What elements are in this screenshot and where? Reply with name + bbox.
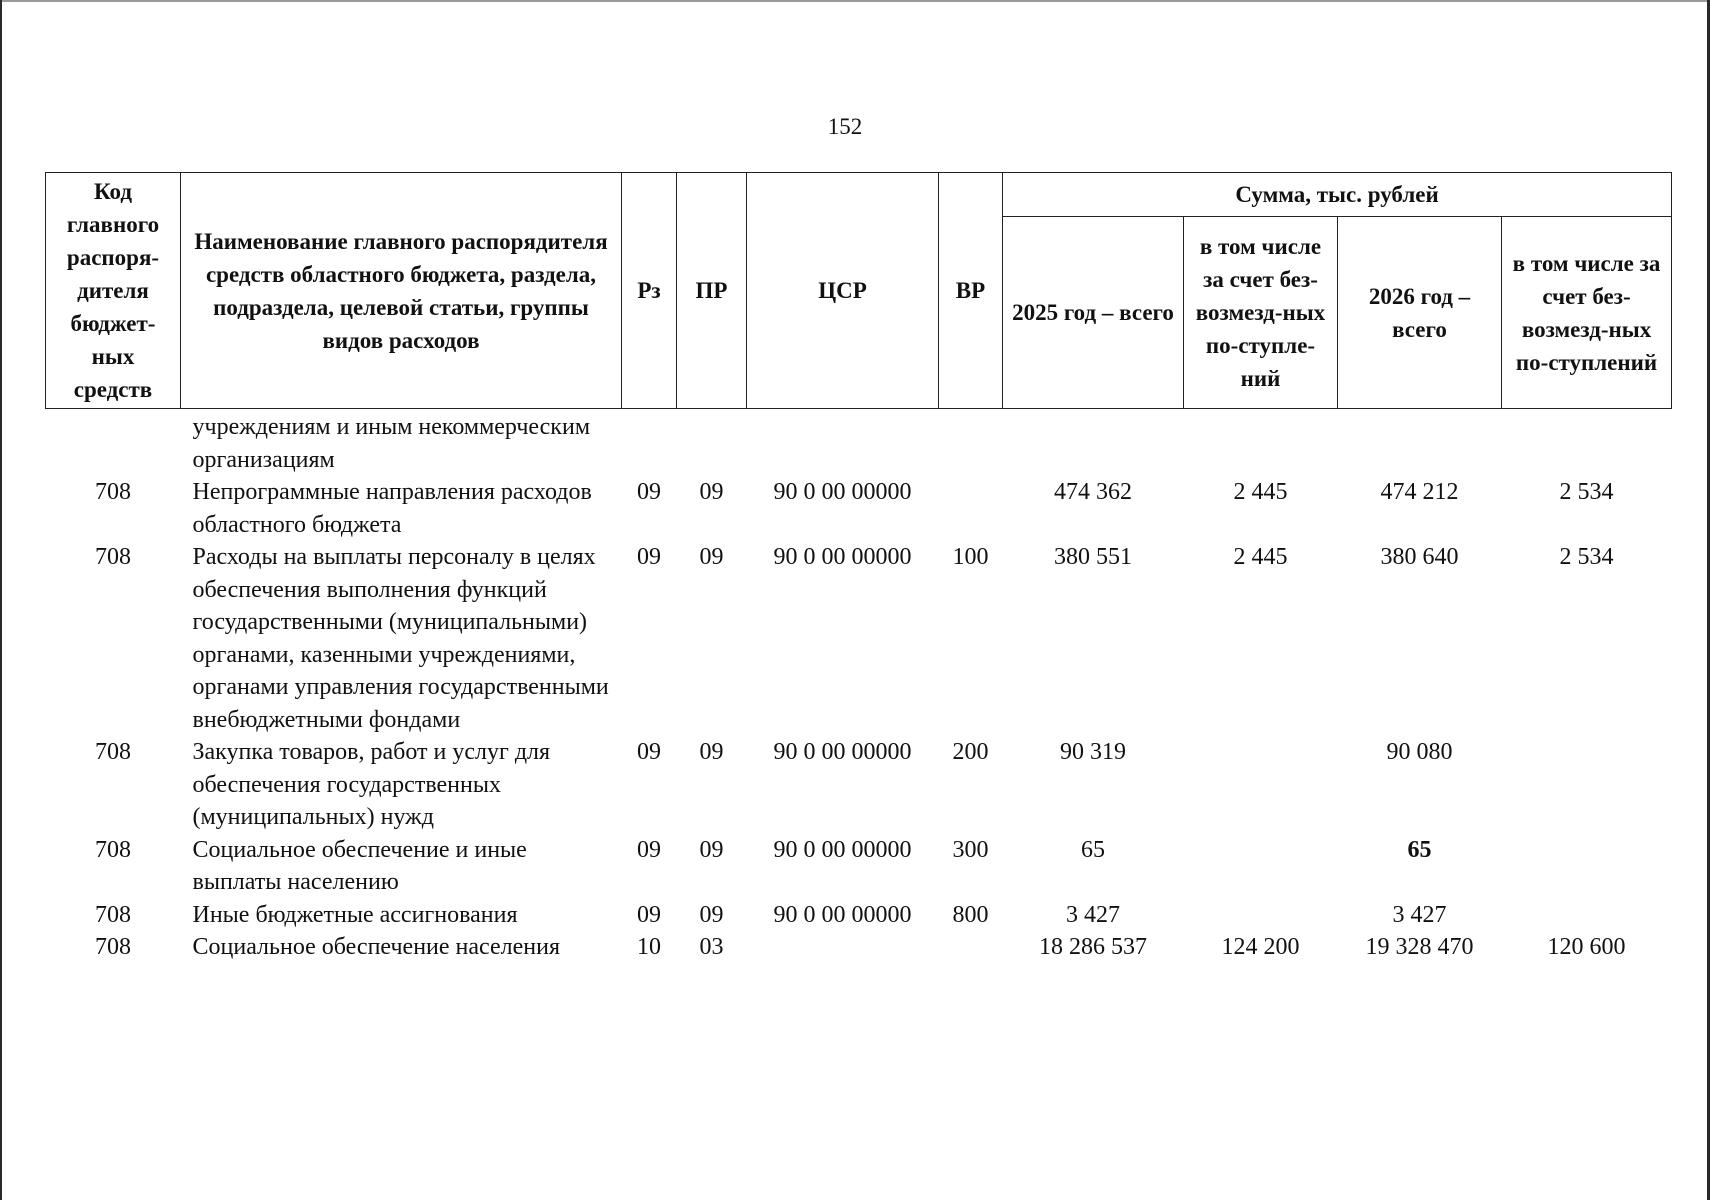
header-csr: ЦСР: [747, 173, 939, 409]
cell-2026-total: 3 427: [1392, 901, 1447, 928]
cell-2025-gratuitous: 2 445: [1233, 544, 1288, 570]
header-name: Наименование главного распорядителя средств областного бюджета, раздела, подраздела, целевой статьи, группы видов расходов: [181, 173, 622, 409]
cell-csr: [747, 409, 939, 477]
cell-vr: [939, 409, 1003, 477]
cell-name: Иные бюджетные ассигнования: [192, 901, 518, 928]
cell-2026-total: 474 212: [1380, 479, 1459, 505]
cell-pr: [677, 409, 747, 477]
cell-csr: [747, 931, 939, 964]
cell-2026-gratuitous: 2 534: [1559, 479, 1614, 505]
cell-2026-gratuitous: 120 600: [1547, 934, 1626, 960]
scan-edge-top: [0, 0, 1710, 2]
header-2026-gratuitous: в том числе за счет без-возмезд-ных по-ступлений: [1502, 217, 1672, 409]
cell-2026-total: 19 328 470: [1365, 934, 1474, 960]
cell-2026-gratuitous: [1502, 736, 1672, 834]
cell-pr: 03: [699, 934, 724, 960]
cell-name: Закупка товаров, работ и услуг для обеспечения государственных (муниципальных) нужд: [192, 739, 551, 830]
scan-edge-left: [0, 0, 2, 1200]
cell-kod: 708: [95, 901, 131, 928]
header-vr: ВР: [939, 173, 1003, 409]
cell-2025-gratuitous: 2 445: [1233, 479, 1288, 505]
cell-vr: 800: [952, 901, 989, 928]
cell-2025-total: [1003, 409, 1184, 477]
budget-table: [45, 172, 1672, 964]
cell-kod: 708: [95, 739, 131, 765]
cell-2025-gratuitous: [1184, 899, 1338, 932]
table-row: [46, 834, 1672, 899]
cell-kod: 708: [95, 934, 131, 960]
header-2026-total: 2026 год – всего: [1338, 217, 1502, 409]
cell-2025-total: 18 286 537: [1039, 934, 1147, 960]
cell-kod: 708: [95, 836, 131, 863]
header-2025-total: 2025 год – всего: [1003, 217, 1184, 409]
cell-rz: 09: [637, 836, 661, 863]
cell-2025-total: 474 362: [1054, 479, 1132, 505]
cell-2026-total: [1338, 409, 1502, 477]
cell-pr: 09: [699, 739, 724, 765]
cell-2025-gratuitous: [1184, 736, 1338, 834]
cell-pr: 09: [699, 479, 724, 505]
cell-pr: 09: [699, 901, 724, 928]
cell-2025-gratuitous: 124 200: [1221, 934, 1300, 960]
cell-2025-total: 90 319: [1060, 739, 1126, 765]
cell-rz: 09: [637, 479, 661, 505]
cell-vr: [939, 931, 1003, 964]
cell-kod: [46, 409, 181, 477]
table-body: [46, 409, 1672, 964]
header-kod: Код главного распоря-дителя бюджет-ных средств: [46, 173, 181, 409]
cell-2025-gratuitous: [1184, 834, 1338, 899]
cell-2025-total: 380 551: [1054, 544, 1132, 570]
cell-vr: [939, 476, 1003, 541]
cell-rz: 09: [637, 739, 661, 765]
header-pr: ПР: [677, 173, 747, 409]
cell-kod: 708: [95, 544, 131, 570]
cell-csr: 90 0 00 00000: [773, 544, 912, 570]
table-row: [46, 899, 1672, 932]
cell-2026-gratuitous: 2 534: [1559, 544, 1614, 570]
cell-csr: 90 0 00 00000: [773, 479, 912, 505]
page-number: 152: [827, 114, 863, 139]
cell-kod: 708: [95, 479, 131, 505]
cell-2025-total: 3 427: [1066, 901, 1120, 928]
cell-2026-gratuitous: [1502, 899, 1672, 932]
cell-name: учреждениям и иным некоммерческим организациям: [192, 414, 590, 473]
header-2025-gratuitous: в том числе за счет без-возмезд-ных по-ступле-ний: [1184, 217, 1338, 409]
table-row: [46, 409, 1672, 477]
cell-csr: 90 0 00 00000: [773, 901, 912, 928]
cell-pr: 09: [699, 836, 724, 863]
cell-rz: [622, 409, 677, 477]
cell-2025-gratuitous: [1184, 409, 1338, 477]
header-sum-group: Сумма, тыс. рублей: [1003, 173, 1672, 217]
table-row: [46, 736, 1672, 834]
table-row: [46, 931, 1672, 964]
table-row: [46, 476, 1672, 541]
cell-vr: 200: [952, 739, 989, 765]
cell-2026-total: 90 080: [1386, 739, 1453, 765]
cell-csr: 90 0 00 00000: [773, 739, 912, 765]
cell-pr: 09: [699, 544, 724, 570]
cell-name: Расходы на выплаты персоналу в целях обеспечения выполнения функций государственными (муниципальными) органами, казенными учреждениями, органами управления государственными внебюджетными фондами: [192, 544, 609, 733]
cell-2026-gratuitous: [1502, 409, 1672, 477]
header-rz: Рз: [622, 173, 677, 409]
cell-vr: 300: [952, 836, 989, 863]
cell-name: Непрограммные направления расходов областного бюджета: [192, 479, 592, 538]
cell-2026-total: 380 640: [1380, 544, 1459, 570]
cell-name: Социальное обеспечение и иные выплаты населению: [192, 836, 527, 895]
cell-rz: 09: [637, 544, 661, 570]
cell-vr: 100: [952, 544, 989, 570]
cell-csr: 90 0 00 00000: [773, 836, 912, 863]
cell-2026-total: 65: [1407, 836, 1432, 863]
cell-name: Социальное обеспечение населения: [192, 934, 560, 960]
cell-2025-total: 65: [1081, 836, 1105, 863]
table-row: [46, 541, 1672, 736]
cell-2026-gratuitous: [1502, 834, 1672, 899]
cell-rz: 09: [637, 901, 661, 928]
table-header: [46, 173, 1672, 409]
cell-rz: 10: [637, 934, 661, 960]
